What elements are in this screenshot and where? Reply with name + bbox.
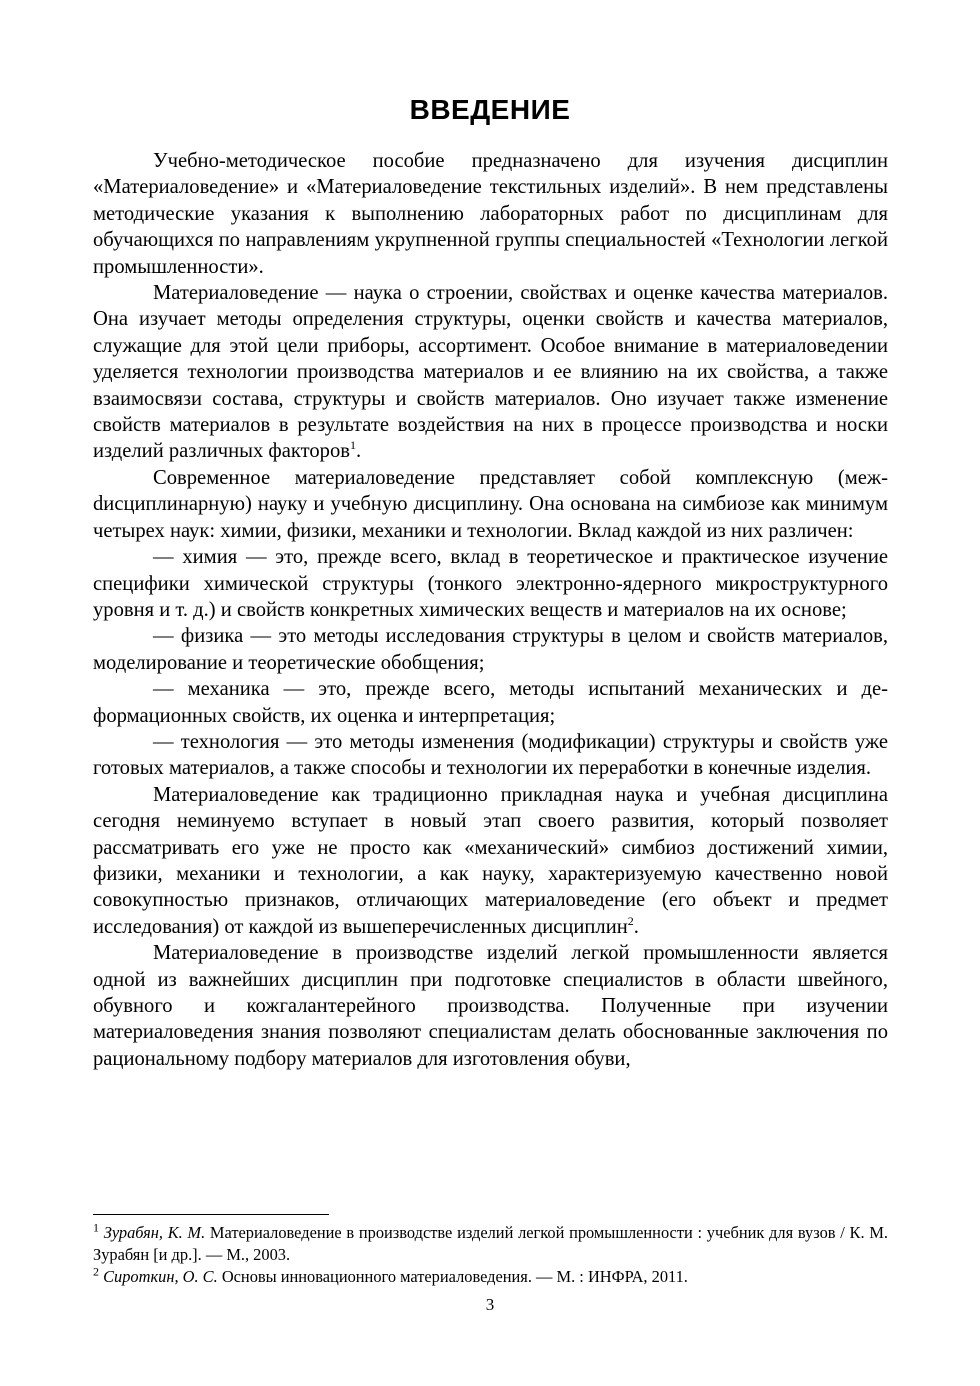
footnote-author: Зурабян, К. М. bbox=[103, 1223, 206, 1242]
paragraph-modern-science: Современное материаловедение представляет собой комплексную (межdисциплинарную) науку и учебную дисциплину. Она основана на симбиозе как минимум четырех наук: химии, физики, механики и технологии. Вклад каждой из них различен: bbox=[93, 466, 888, 542]
list-item-mechanics: — механика — это, прежде всего, методы испытаний механических и деформационных свойств, их оценка и интерпретация; bbox=[93, 678, 888, 727]
paragraph-light-industry: Материаловедение в производстве изделий легкой промышленности является одной из важнейших дисциплин при подготовке специалистов в области швейного, обувного и кожгалантерейного производства. Полученные при изучении материаловедения знания позволяют специалистам делать обоснованные заключения по рациональному подбору материалов для изготовления обуви, bbox=[93, 942, 888, 1070]
page-title: ВВЕДЕНИЕ bbox=[409, 94, 571, 125]
paragraph-applied-science: Материаловедение как традиционно прикладная наука и учебная дисциплина сегодня неминуемо вступает в новый этап своего развития, который позволяет рассматривать его уже не просто как «механический» симбиоз достижений химии, физики, механики и технологии, а как науку, характеризуемую качественно новой совокупностью признаков, отличающих материаловедение (его объект и предмет исследования) от каждой из вышеперечисленных дисциплин$^2$. bbox=[93, 783, 888, 938]
list-item-chemistry: — химия — это, прежде всего, вклад в теоретическое и практическое изучение специфики химической структуры (тонкого электронно-ядерного микроструктурного уровня и т. д.) и свойств конкретных химических веществ и материалов на их основе; bbox=[93, 546, 888, 621]
paragraph-intro: Учебно-методическое пособие предназначено для изучения дисциплин «Материаловедение» и «Материаловедение текстильных изделий». В нем представлены методические указания к выполнению лабораторных работ по дисциплинам для обучающихся по направлениям укрупненной группы специальностей «Технологии легкой промышленности». bbox=[93, 150, 888, 278]
footnote-ref: 2 bbox=[627, 913, 634, 928]
list-item-physics: — физика — это методы исследования структуры в целом и свойств материалов, моделирование и теоретические обобщения; bbox=[93, 625, 888, 674]
footnote-1: $^1$ Зурабян, К. М. Материаловедение в производстве изделий легкой промышленности : учебник для вузов / К. М. Зурабян [и др.]. — М., 2003. bbox=[93, 1220, 888, 1264]
footnote-ref: 1 bbox=[349, 438, 356, 453]
page-number: 3 bbox=[485, 1295, 495, 1314]
footnote-divider bbox=[93, 1214, 329, 1215]
list-item-technology: — технология — это методы изменения (модификации) структуры и свойств уже готовых материалов, а также способы и технологии их переработки в конечные изделия. bbox=[93, 730, 888, 780]
paragraph-definition: Материаловедение — наука о строении, свойствах и оценке качества материалов. Она изучает методы определения структуры, оценки свойств и качества материалов, служащие для этой цели приборы, ассортимент. Особое внимание в материаловедении уделяется технологии производства материалов и ее влиянию на их свойства, а также взаимосвязи состава, структуры и свойств материалов. Оно изучает также изменение свойств материалов в результате воздействия на них в процессе производства и носки изделий различных факторов$^1$. bbox=[93, 282, 888, 463]
footnotes bbox=[93, 1222, 888, 1288]
footnote-2: $^2$ Сироткин, О. С. Основы инновационного материаловедения. — М. : ИНФРА, 2011. bbox=[93, 1264, 688, 1286]
body-text bbox=[93, 148, 888, 1072]
footnote-author: Сироткин, О. С. bbox=[103, 1267, 218, 1286]
